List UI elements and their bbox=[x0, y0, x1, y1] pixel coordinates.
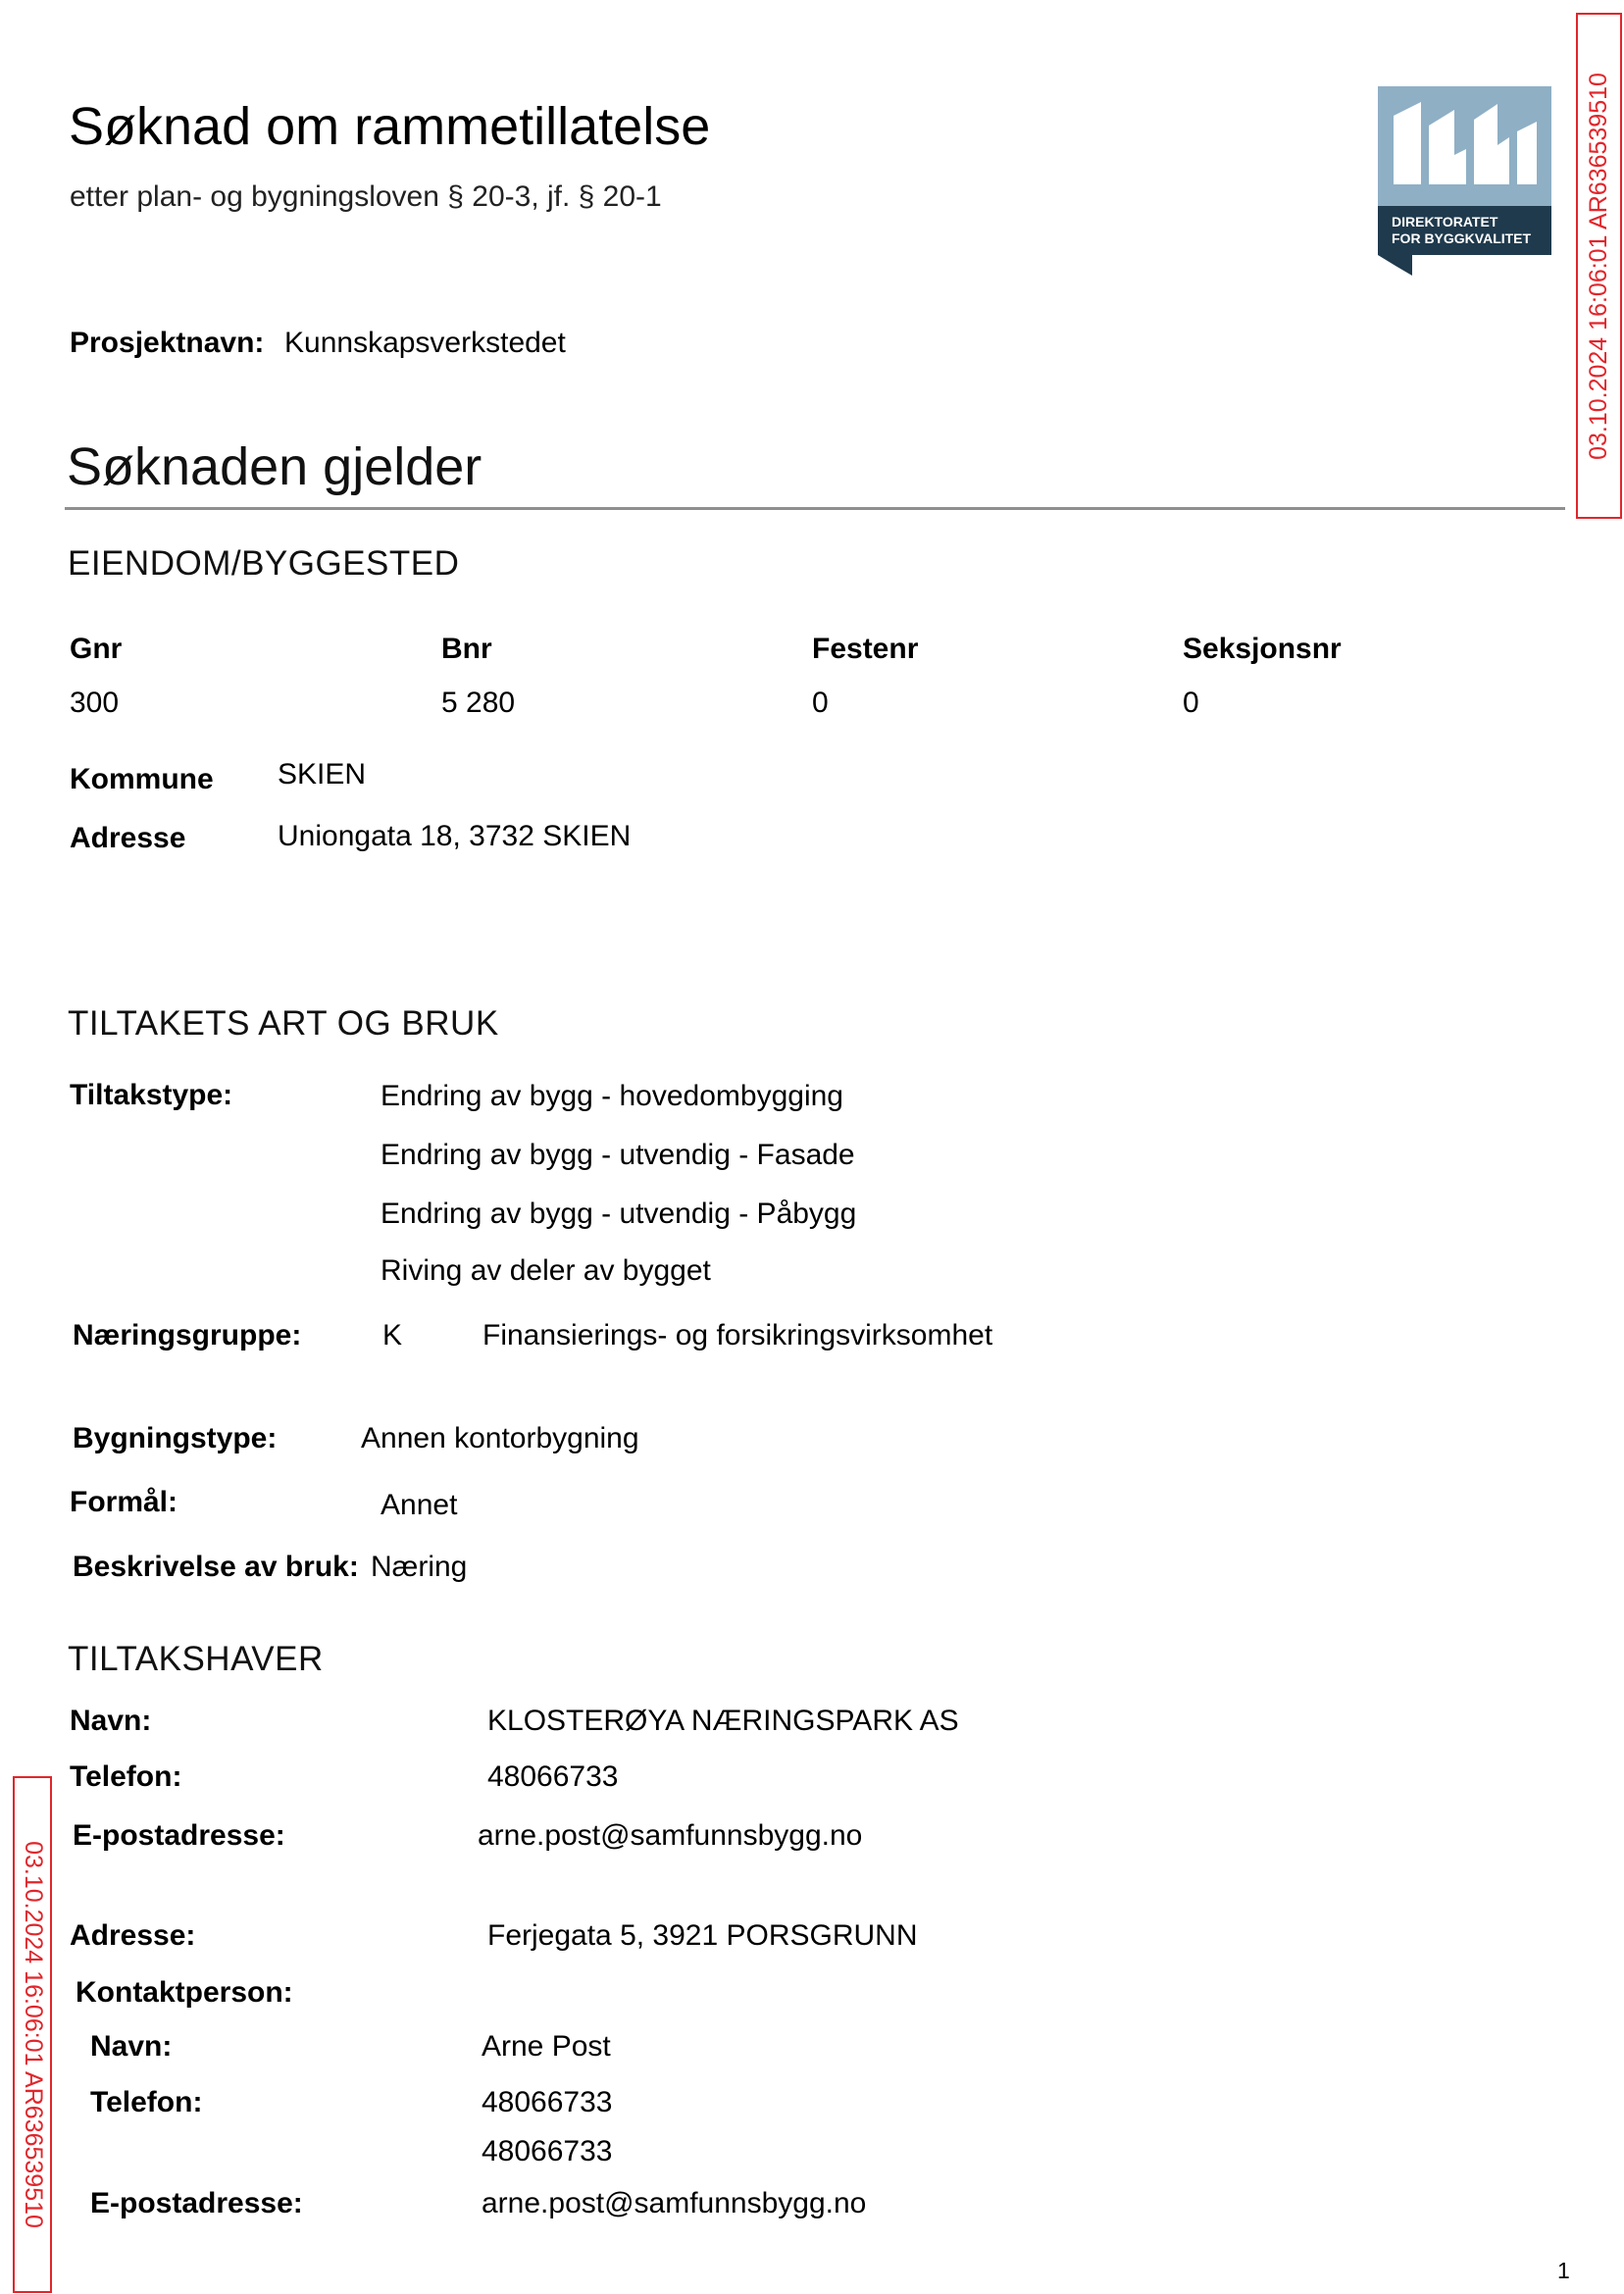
tiltakshaver-navn-label: Navn: bbox=[70, 1705, 152, 1737]
naeringsgruppe-code: K bbox=[382, 1319, 403, 1351]
bygningstype-label: Bygningstype: bbox=[73, 1422, 278, 1454]
kontakt-telefon-value-2: 48066733 bbox=[482, 2135, 613, 2167]
col-gnr-label: Gnr bbox=[70, 633, 123, 665]
project-name-label: Prosjektnavn: bbox=[70, 327, 265, 359]
tiltakshaver-telefon-label: Telefon: bbox=[70, 1760, 182, 1793]
archive-stamp-left bbox=[13, 1776, 52, 2293]
gnr-value: 300 bbox=[70, 687, 120, 719]
tiltakshaver-epost-label: E-postadresse: bbox=[73, 1819, 285, 1852]
bygningstype-value: Annen kontorbygning bbox=[361, 1422, 639, 1454]
kommune-value: SKIEN bbox=[278, 758, 367, 790]
document-subtitle: etter plan- og bygningsloven § 20-3, jf. § 20-1 bbox=[70, 180, 662, 213]
page-number: 1 bbox=[1557, 2258, 1570, 2283]
formaal-value: Annet bbox=[381, 1489, 458, 1521]
tiltakstype-label: Tiltakstype: bbox=[70, 1079, 233, 1111]
beskrivelse-label: Beskrivelse av bruk: bbox=[73, 1551, 359, 1583]
tiltakstype-item: Endring av bygg - utvendig - Påbygg bbox=[381, 1198, 857, 1230]
tiltakshaver-navn-value: KLOSTERØYA NÆRINGSPARK AS bbox=[487, 1705, 959, 1737]
tiltakstype-item: Endring av bygg - hovedombygging bbox=[381, 1080, 843, 1112]
kontakt-navn-value: Arne Post bbox=[482, 2030, 611, 2063]
kontakt-navn-label: Navn: bbox=[90, 2030, 173, 2063]
archive-stamp-right-text: 03.10.2024 16:06:01 AR636539510 bbox=[1585, 72, 1612, 460]
tiltakshaver-adresse-label: Adresse: bbox=[70, 1919, 196, 1952]
col-bnr-label: Bnr bbox=[441, 633, 492, 665]
tiltakshaver-heading: TILTAKSHAVER bbox=[68, 1640, 324, 1678]
col-festenr-label: Festenr bbox=[812, 633, 919, 665]
col-seksjonsnr-label: Seksjonsnr bbox=[1183, 633, 1342, 665]
tiltakshaver-telefon-value: 48066733 bbox=[487, 1760, 619, 1793]
seksjonsnr-value: 0 bbox=[1183, 687, 1199, 719]
tiltakshaver-epost-value: arne.post@samfunnsbygg.no bbox=[478, 1819, 863, 1852]
naeringsgruppe-label: Næringsgruppe: bbox=[73, 1319, 302, 1351]
kontaktperson-label: Kontaktperson: bbox=[76, 1976, 293, 2009]
kontakt-telefon-value: 48066733 bbox=[482, 2086, 613, 2118]
kontakt-epost-label: E-postadresse: bbox=[90, 2187, 303, 2219]
eiendom-heading: EIENDOM/BYGGESTED bbox=[68, 544, 460, 583]
dibk-logo-graphic bbox=[1378, 86, 1551, 276]
tiltak-heading: TILTAKETS ART OG BRUK bbox=[68, 1004, 499, 1043]
festenr-value: 0 bbox=[812, 687, 829, 719]
kommune-label: Kommune bbox=[70, 763, 214, 795]
tiltakstype-item: Riving av deler av bygget bbox=[381, 1254, 711, 1287]
adresse-label: Adresse bbox=[70, 822, 186, 854]
naeringsgruppe-value: Finansierings- og forsikringsvirksomhet bbox=[482, 1319, 993, 1351]
archive-stamp-right bbox=[1576, 13, 1622, 519]
archive-stamp-left-text: 03.10.2024 16:06:01 AR636539510 bbox=[19, 1841, 47, 2228]
project-name-value: Kunnskapsverkstedet bbox=[284, 327, 566, 359]
logo-line2: FOR BYGGKVALITET bbox=[1392, 230, 1532, 246]
tiltakshaver-adresse-value: Ferjegata 5, 3921 PORSGRUNN bbox=[487, 1919, 918, 1952]
kontakt-epost-value: arne.post@samfunnsbygg.no bbox=[482, 2187, 867, 2219]
dibk-logo bbox=[1378, 86, 1551, 276]
tiltakstype-item: Endring av bygg - utvendig - Fasade bbox=[381, 1139, 855, 1171]
beskrivelse-value: Næring bbox=[371, 1551, 468, 1583]
adresse-value: Uniongata 18, 3732 SKIEN bbox=[278, 820, 632, 852]
kontakt-telefon-label: Telefon: bbox=[90, 2086, 203, 2118]
logo-line1: DIREKTORATET bbox=[1392, 214, 1498, 229]
section-title: Søknaden gjelder bbox=[67, 437, 482, 496]
document-title: Søknad om rammetillatelse bbox=[69, 97, 711, 156]
section-divider bbox=[65, 507, 1565, 510]
bnr-value: 5 280 bbox=[441, 687, 516, 719]
formaal-label: Formål: bbox=[70, 1486, 178, 1518]
